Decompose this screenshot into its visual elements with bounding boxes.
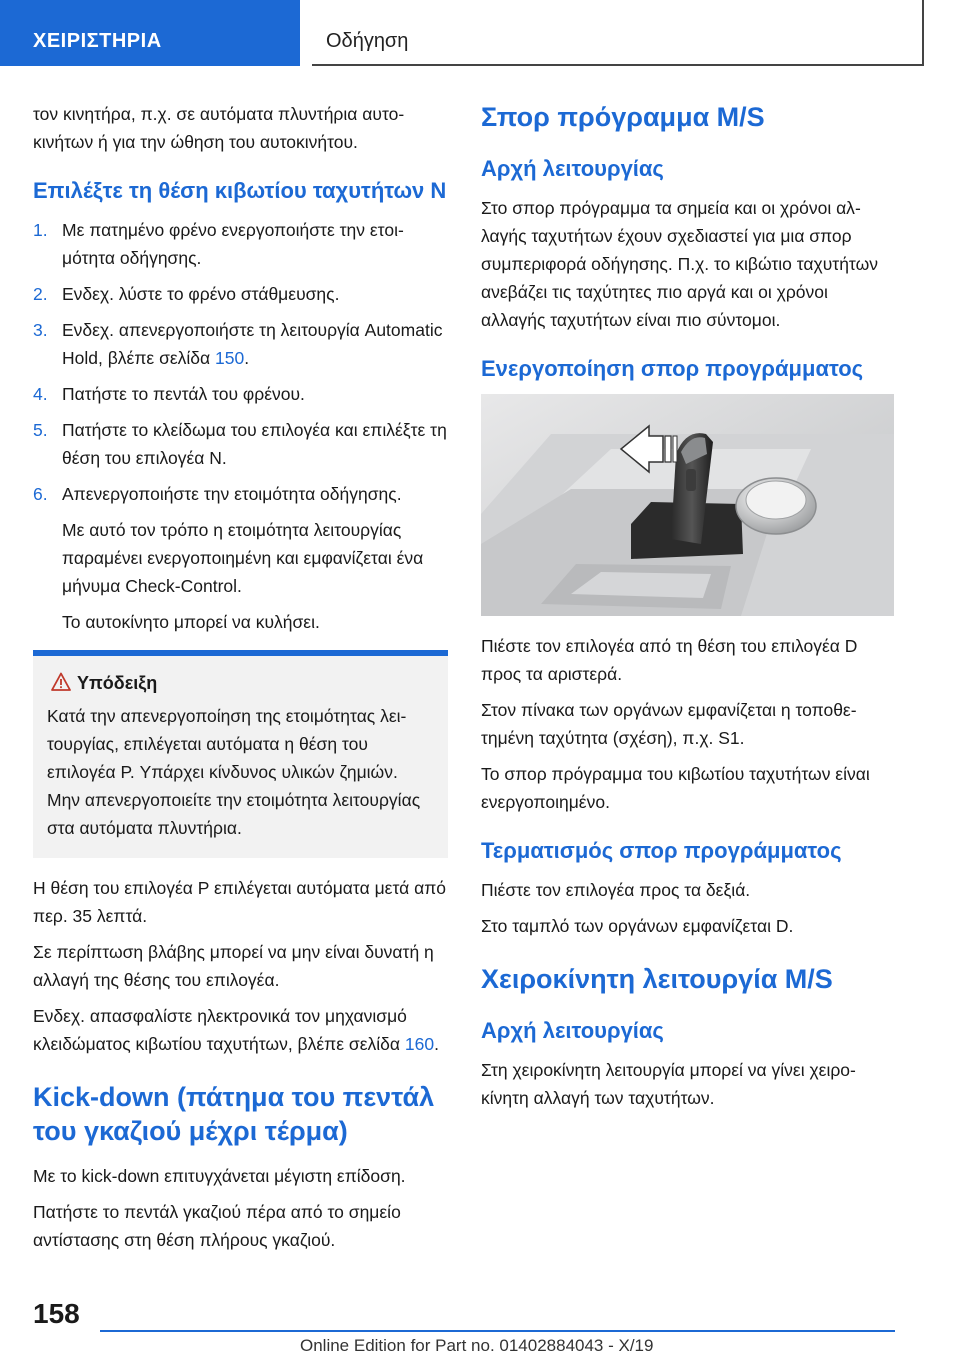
page-link-150[interactable]: 150 bbox=[215, 348, 245, 368]
left-column bbox=[33, 100, 448, 1262]
step-number: 1. bbox=[33, 220, 48, 240]
page-number: 158 bbox=[33, 1298, 80, 1329]
note-title: Υπόδειξη bbox=[77, 673, 158, 693]
paragraph-unlock-text: Ενδεχ. απασφαλίστε ηλεκτρονικά τον μηχανισμό κλειδώματος κιβωτίου ταχυτήτων, βλέπε σελίδα bbox=[33, 1006, 407, 1054]
step-text: Ενδεχ. απενεργοποιήστε τη λειτουργία Automatic Hold, βλέπε σελίδα bbox=[62, 320, 443, 368]
heading-manual-mode: Χειροκίνητη λειτουργία M/S bbox=[481, 964, 833, 994]
principle-1-text: Στο σπορ πρόγραμμα τα σημεία και οι χρόνοι αλλαγής ταχυτήτων έχουν σχεδιαστεί για μια σπορ συμπεριφορά οδήγησης. Π.χ. το κιβώτιο ταχυτήτων ανεβάζει τις ταχύτητες πιο αργά και οι χρόνοι αλλαγής ταχυτήτων είναι πιο σύντομοι. bbox=[481, 198, 879, 330]
heading-end-sport: Τερματισμός σπορ προγράμματος bbox=[481, 838, 842, 863]
paragraph-auto-p: Η θέση του επιλογέα P επιλέγεται αυτόματα μετά από περ. 35 λεπτά. bbox=[33, 878, 447, 926]
right-column bbox=[481, 100, 896, 1120]
step-item bbox=[33, 280, 448, 308]
step-text: Πατήστε το κλείδωμα του επιλογέα και επιλέξτε τη θέση του επιλογέα N. bbox=[62, 420, 447, 468]
end-paragraph-2: Στο ταμπλό των οργάνων εμφανίζεται D. bbox=[481, 916, 794, 936]
warning-triangle-icon bbox=[51, 672, 71, 692]
note-text: Κατά την απενεργοποίηση της ετοιμότητας λειτουργίας, επιλέγεται αυτόματα η θέση του επιλογέα P. Υπάρχει κίνδυνος υλικών ζημιών. Μην απενεργοποιείτε την ετοιμότητα λειτουργίας στα αυτόματα πλυντήρια. bbox=[47, 706, 421, 838]
step-item bbox=[33, 316, 448, 372]
heading-sport-program: Σπορ πρόγραμμα M/S bbox=[481, 102, 765, 132]
heading-principle-1: Αρχή λειτουργίας bbox=[481, 156, 664, 181]
heading-kickdown: Kick-down (πάτημα του πεντάλ του γκαζιού μέχρι τέρμα) bbox=[33, 1082, 435, 1146]
intro-paragraph: τον κινητήρα, π.χ. σε αυτόματα πλυντήρια αυτοκινήτων ή για την ώθηση του αυτοκινήτου. bbox=[33, 104, 405, 152]
step-item bbox=[33, 380, 448, 408]
step-number: 3. bbox=[33, 320, 48, 340]
activate-paragraph-3: Το σπορ πρόγραμμα του κιβωτίου ταχυτήτων είναι ενεργοποιημένο. bbox=[481, 764, 870, 812]
step6-extra-1: Με αυτό τον τρόπο η ετοιμότητα λειτουργίας παραμένει ενεργοποιημένη και εμφανίζεται ένα μήνυμα Check-Control. bbox=[62, 520, 424, 596]
step-number: 6. bbox=[33, 484, 48, 504]
topic-tab: Οδήγηση bbox=[312, 0, 924, 66]
section-tab: ΧΕΙΡΙΣΤΗΡΙΑ bbox=[0, 0, 300, 66]
paragraph-unlock-tail: . bbox=[434, 1034, 439, 1054]
activate-paragraph-1: Πιέστε τον επιλογέα από τη θέση του επιλογέα D προς τα αριστερά. bbox=[481, 636, 858, 684]
step-text: Απενεργοποιήστε την ετοιμότητα οδήγησης. bbox=[62, 484, 402, 504]
heading-select-n: Επιλέξτε τη θέση κιβωτίου ταχυτήτων N bbox=[33, 178, 447, 203]
note-title-row bbox=[77, 670, 434, 696]
footer-divider bbox=[100, 1330, 895, 1332]
step-text-tail: . bbox=[244, 348, 250, 368]
page-header bbox=[0, 0, 960, 66]
step-item bbox=[33, 216, 448, 272]
step-text: Ενδεχ. λύστε το φρένο στάθμευσης. bbox=[62, 284, 340, 304]
paragraph-unlock bbox=[33, 1002, 448, 1058]
step6-extra-2: Το αυτοκίνητο μπορεί να κυλήσει. bbox=[62, 612, 320, 632]
heading-principle-2: Αρχή λειτουργίας bbox=[481, 1018, 664, 1043]
principle-2-text: Στη χειροκίνητη λειτουργία μπορεί να γίνει χειροκίνητη αλλαγή των ταχυτήτων. bbox=[481, 1060, 856, 1108]
paragraph-malfunction: Σε περίπτωση βλάβης μπορεί να μην είναι δυνατή η αλλαγή της θέσης του επιλογέα. bbox=[33, 942, 434, 990]
gear-selector-image bbox=[481, 394, 894, 616]
step-text: Με πατημένο φρένο ενεργοποιήστε την ετοιμότητα οδήγησης. bbox=[62, 220, 404, 268]
kickdown-paragraph-2: Πατήστε το πεντάλ γκαζιού πέρα από το σημείο αντίστασης στη θέση πλήρους γκαζιού. bbox=[33, 1202, 401, 1250]
step-number: 2. bbox=[33, 284, 48, 304]
step-item bbox=[33, 416, 448, 472]
warning-note bbox=[33, 650, 448, 858]
step-number: 4. bbox=[33, 384, 48, 404]
end-paragraph-1: Πιέστε τον επιλογέα προς τα δεξιά. bbox=[481, 880, 751, 900]
footer-edition: Online Edition for Part no. 01402884043 - X/19 bbox=[300, 1336, 654, 1355]
activate-paragraph-2: Στον πίνακα των οργάνων εμφανίζεται η τοποθετημένη ταχύτητα (σχέση), π.χ. S1. bbox=[481, 700, 857, 748]
steps-list bbox=[33, 216, 448, 508]
step-number: 5. bbox=[33, 420, 48, 440]
step-item bbox=[33, 480, 448, 508]
heading-activate-sport: Ενεργοποίηση σπορ προγράμματος bbox=[481, 356, 864, 381]
step-text: Πατήστε το πεντάλ του φρένου. bbox=[62, 384, 305, 404]
kickdown-paragraph-1: Με το kick-down επιτυγχάνεται μέγιστη επίδοση. bbox=[33, 1166, 406, 1186]
gear-selector-illustration bbox=[481, 394, 894, 616]
page-link-160[interactable]: 160 bbox=[404, 1034, 435, 1054]
